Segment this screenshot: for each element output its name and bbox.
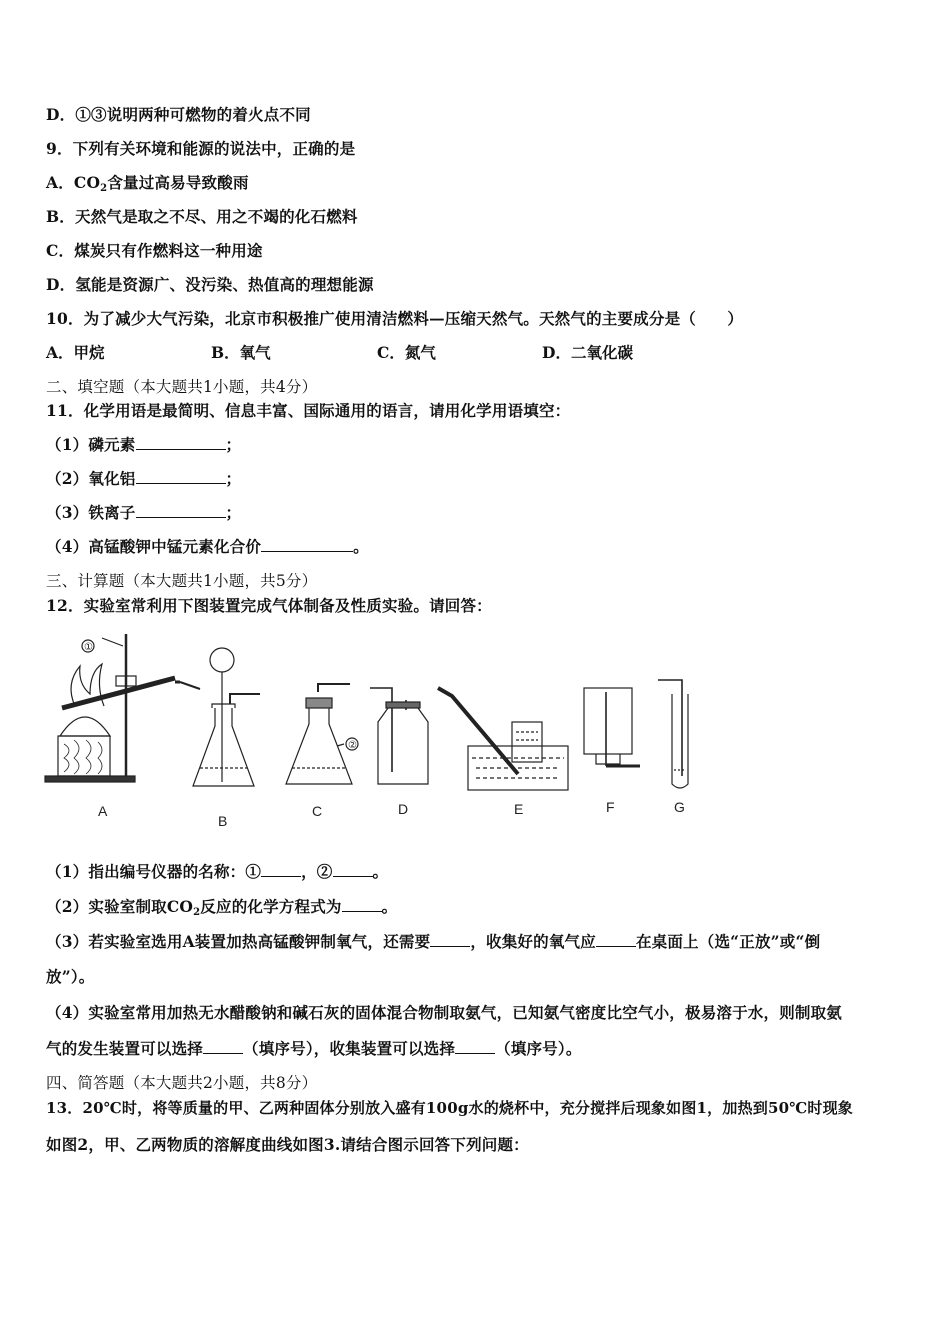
q12-part-3-b: ，收集好的氧气应 (470, 932, 596, 951)
q12-answer-blank-5[interactable] (596, 932, 636, 947)
q10-option-b: B．氧气 (211, 343, 271, 362)
q12-part-4-d: （填序号）。 (495, 1039, 582, 1058)
marker-1: ① (84, 642, 93, 653)
q10-option-d: D．二氧化碳 (542, 343, 633, 362)
apparatus-a-delivery-tube (180, 682, 200, 689)
q11-part-2-semicolon: ； (225, 469, 242, 488)
q11-answer-blank-4[interactable] (261, 537, 353, 552)
apparatus-a-base (45, 776, 135, 782)
q13-line-1: 13．20℃时，将等质量的甲、乙两种固体分别放入盛有100g水的烧杯中，充分搅拌后现象如图1，加热到50℃时现象 (46, 1099, 854, 1117)
lab-apparatus-figure (40, 626, 720, 826)
q12-part-2-subscript: 2 (193, 907, 201, 918)
q12-part-4-line-1: （4）实验室常用加热无水醋酸钠和碱石灰的固体混合物制取氨气，已知氨气密度比空气小，极易溶于水，则制取氨 (46, 1003, 842, 1022)
q12-answer-blank-4[interactable] (430, 932, 470, 947)
q9-option-a-pre: A．CO (46, 173, 101, 192)
q8-option-d: D．①③说明两种可燃物的着火点不同 (46, 105, 311, 124)
q12-part-4-line-2 (46, 1037, 582, 1059)
q12-answer-blank-1[interactable] (261, 862, 301, 877)
q9-option-a-post: 含量过高易导致酸雨 (107, 173, 249, 192)
q12-part-4-b: 气的发生装置可以选择 (46, 1039, 204, 1058)
label-d: D (398, 801, 409, 817)
q12-part-2 (46, 895, 397, 917)
label-c: C (312, 803, 323, 819)
apparatus-a-marker-line (102, 638, 123, 646)
apparatus-f (584, 688, 640, 815)
apparatus-g-tube (658, 680, 682, 776)
q10-stem: 10．为了减少大气污染，北京市积极推广使用清洁燃料—压缩天然气。天然气的主要成分是（ ） (46, 309, 744, 328)
apparatus-g (658, 680, 688, 815)
q11-part-2-text: （2）氧化铝 (46, 469, 136, 488)
label-a: A (98, 803, 108, 819)
apparatus-e (438, 688, 568, 817)
marker-2: ② (348, 740, 357, 751)
q12-answer-blank-6[interactable] (203, 1039, 243, 1054)
q11-part-2 (46, 467, 241, 489)
apparatus-d (370, 688, 428, 817)
label-g: G (674, 799, 685, 815)
q12-answer-blank-7[interactable] (455, 1039, 495, 1054)
apparatus-a-burner (60, 717, 110, 736)
q11-part-3-text: （3）铁离子 (46, 503, 136, 522)
q13-line-2: 如图2，甲、乙两物质的溶解度曲线如图3.请结合图示回答下列问题： (46, 1135, 529, 1154)
q11-answer-blank-2[interactable] (136, 469, 226, 484)
q12-part-3-a: （3）若实验室选用A装置加热高锰酸钾制氧气，还需要 (46, 932, 431, 951)
q9-option-d: D．氢能是资源广、没污染、热值高的理想能源 (46, 275, 374, 294)
q12-answer-blank-3[interactable] (342, 897, 382, 912)
q9-option-b: B．天然气是取之不尽、用之不竭的化石燃料 (46, 207, 358, 226)
label-f: F (606, 799, 615, 815)
q12-part-1-end: 。 (372, 862, 389, 881)
q11-part-3 (46, 501, 241, 523)
q12-part-1-pre: （1）指出编号仪器的名称：① (46, 862, 262, 881)
apparatus-e-gas-jar (512, 722, 542, 762)
apparatus-a-wood-grain (64, 740, 102, 774)
apparatus-f-bottle (584, 688, 632, 754)
apparatus-b-flask (193, 708, 254, 786)
q10-option-a: A．甲烷 (46, 343, 105, 362)
q12-part-3-line-2: 放”）。 (46, 967, 95, 986)
apparatus-b (193, 648, 260, 826)
apparatus-a (45, 634, 200, 819)
apparatus-f-neck (596, 754, 620, 764)
apparatus-c (286, 684, 358, 819)
q12-stem: 12．实验室常利用下图装置完成气体制备及性质实验。请回答： (46, 596, 492, 615)
q11-part-3-semicolon: ； (225, 503, 242, 522)
apparatus-c-marker-line (337, 744, 344, 746)
q12-part-1 (46, 860, 388, 882)
q12-part-2-post: 反应的化学方程式为 (200, 897, 342, 916)
apparatus-a-test-tube (62, 678, 175, 708)
q9-option-a (46, 171, 249, 193)
section-4-heading: 四、简答题（本大题共2小题，共8分） (46, 1074, 318, 1092)
section-3-heading: 三、计算题（本大题共1小题，共5分） (46, 572, 318, 590)
q11-part-1 (46, 433, 241, 455)
apparatus-g-test-tube (672, 694, 688, 788)
apparatus-d-inlet-tube (370, 688, 392, 772)
q11-part-1-text: （1）磷元素 (46, 435, 136, 454)
q12-part-4-c: （填序号），收集装置可以选择 (243, 1039, 456, 1058)
label-e: E (514, 801, 524, 817)
q11-part-4-period: 。 (353, 537, 369, 556)
q12-part-2-pre: （2）实验室制取CO (46, 897, 194, 916)
q9-option-c: C．煤炭只有作燃料这一种用途 (46, 241, 263, 260)
q12-part-1-mid: ，② (301, 862, 333, 881)
q11-stem: 11．化学用语是最简明、信息丰富、国际通用的语言，请用化学用语填空： (46, 401, 571, 420)
q11-part-4 (46, 535, 369, 557)
apparatus-c-stopper (306, 698, 332, 708)
apparatus-b-funnel-bulb (210, 648, 234, 672)
label-b: B (218, 813, 228, 826)
apparatus-d-bottle (378, 708, 428, 784)
q12-part-3-c: 在桌面上（选“正放”或“倒 (635, 932, 821, 951)
q12-part-3-line-1 (46, 930, 820, 952)
q11-answer-blank-3[interactable] (136, 503, 226, 518)
apparatus-d-stopper (386, 702, 420, 708)
q11-part-4-text: （4）高锰酸钾中锰元素化合价 (46, 537, 262, 556)
q11-part-1-semicolon: ； (225, 435, 242, 454)
apparatus-e-jar-water (516, 732, 538, 740)
section-2-heading: 二、填空题（本大题共1小题，共4分） (46, 378, 318, 396)
apparatus-e-delivery-tube (438, 688, 518, 774)
apparatus-b-stopper (212, 704, 235, 708)
q12-part-2-end: 。 (381, 897, 398, 916)
apparatus-b-outlet-tube (230, 694, 260, 704)
q9-option-a-subscript: 2 (100, 183, 108, 194)
q11-answer-blank-1[interactable] (136, 435, 226, 450)
q12-answer-blank-2[interactable] (333, 862, 373, 877)
q10-option-c: C．氮气 (377, 343, 436, 362)
apparatus-c-flask (286, 708, 352, 784)
q9-stem: 9．下列有关环境和能源的说法中，正确的是 (46, 139, 356, 158)
apparatus-e-water (472, 758, 564, 778)
apparatus-c-outlet-tube (318, 684, 350, 692)
